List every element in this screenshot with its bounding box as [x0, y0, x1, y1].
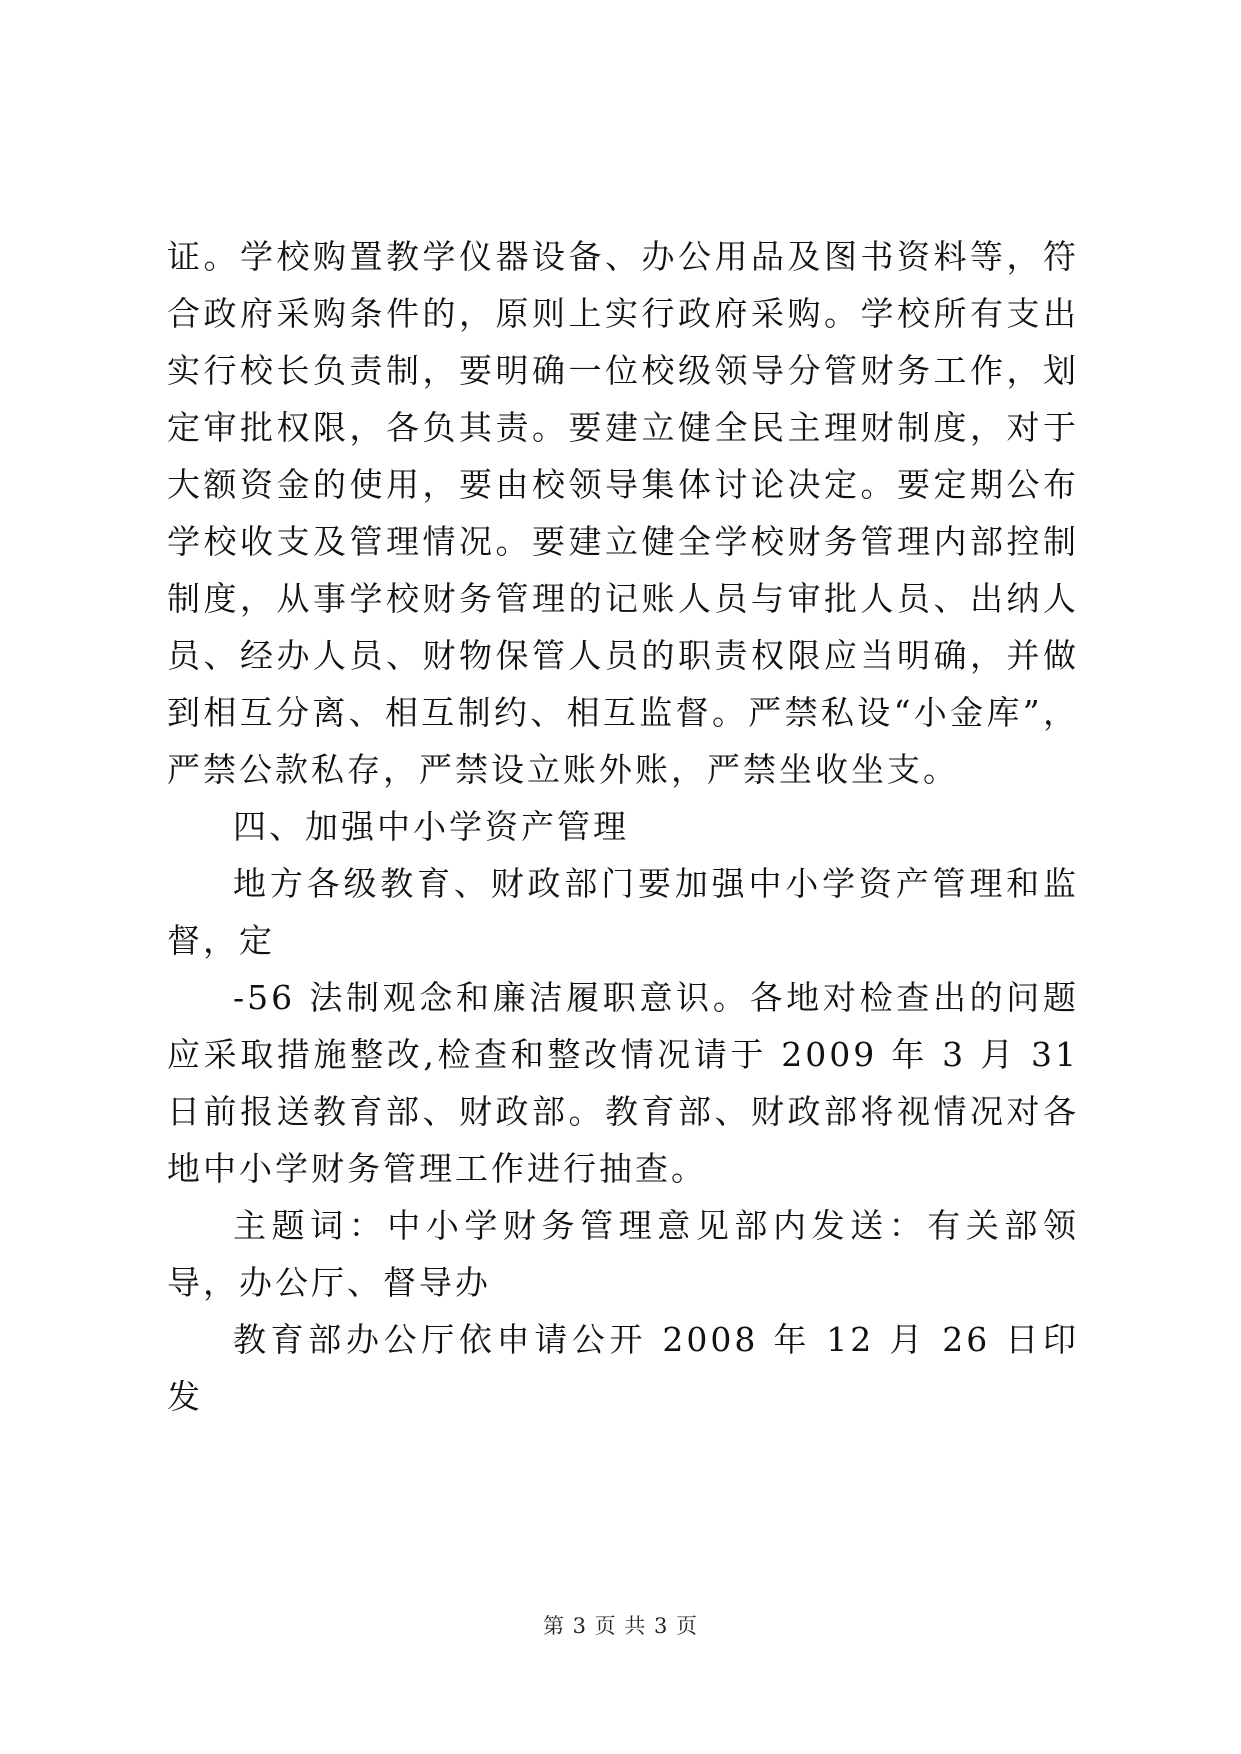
paragraph-inspection: -56 法制观念和廉洁履职意识。各地对检查出的问题应采取措施整改,检查和整改情况请于 2009 年 3 月 31 日前报送教育部、财政部。教育部、财政部将视情况对各地中小学财务管理工作进行抽查。: [167, 978, 1079, 1188]
paragraph-continuation: 证。学校购置教学仪器设备、办公用品及图书资料等，符合政府采购条件的，原则上实行政府采购。学校所有支出实行校长负责制，要明确一位校级领导分管财务工作，划定审批权限，各负其责。要建立健全民主理财制度，对于大额资金的使用，要由校领导集体讨论决定。要定期公布学校收支及管理情况。要建立健全学校财务管理内部控制制度，从事学校财务管理的记账人员与审批人员、出纳人员、经办人员、财物保管人员的职责权限应当明确，并做到相互分离、相互制约、相互监督。严禁私设“小金库”，严禁公款私存，严禁设立账外账，严禁坐收坐支。: [167, 237, 1079, 789]
document-body: [167, 228, 1079, 1425]
paragraph-issuance: 教育部办公厅依申请公开 2008 年 12 月 26 日印发: [167, 1320, 1079, 1416]
page-number: 第 3 页 共 3 页: [542, 1614, 699, 1638]
paragraph-asset-management: 地方各级教育、财政部门要加强中小学资产管理和监督，定: [167, 864, 1079, 960]
section-heading: 四、加强中小学资产管理: [233, 807, 629, 846]
paragraph-subject-words: 主题词：中小学财务管理意见部内发送：有关部领导，办公厅、督导办: [167, 1206, 1079, 1302]
